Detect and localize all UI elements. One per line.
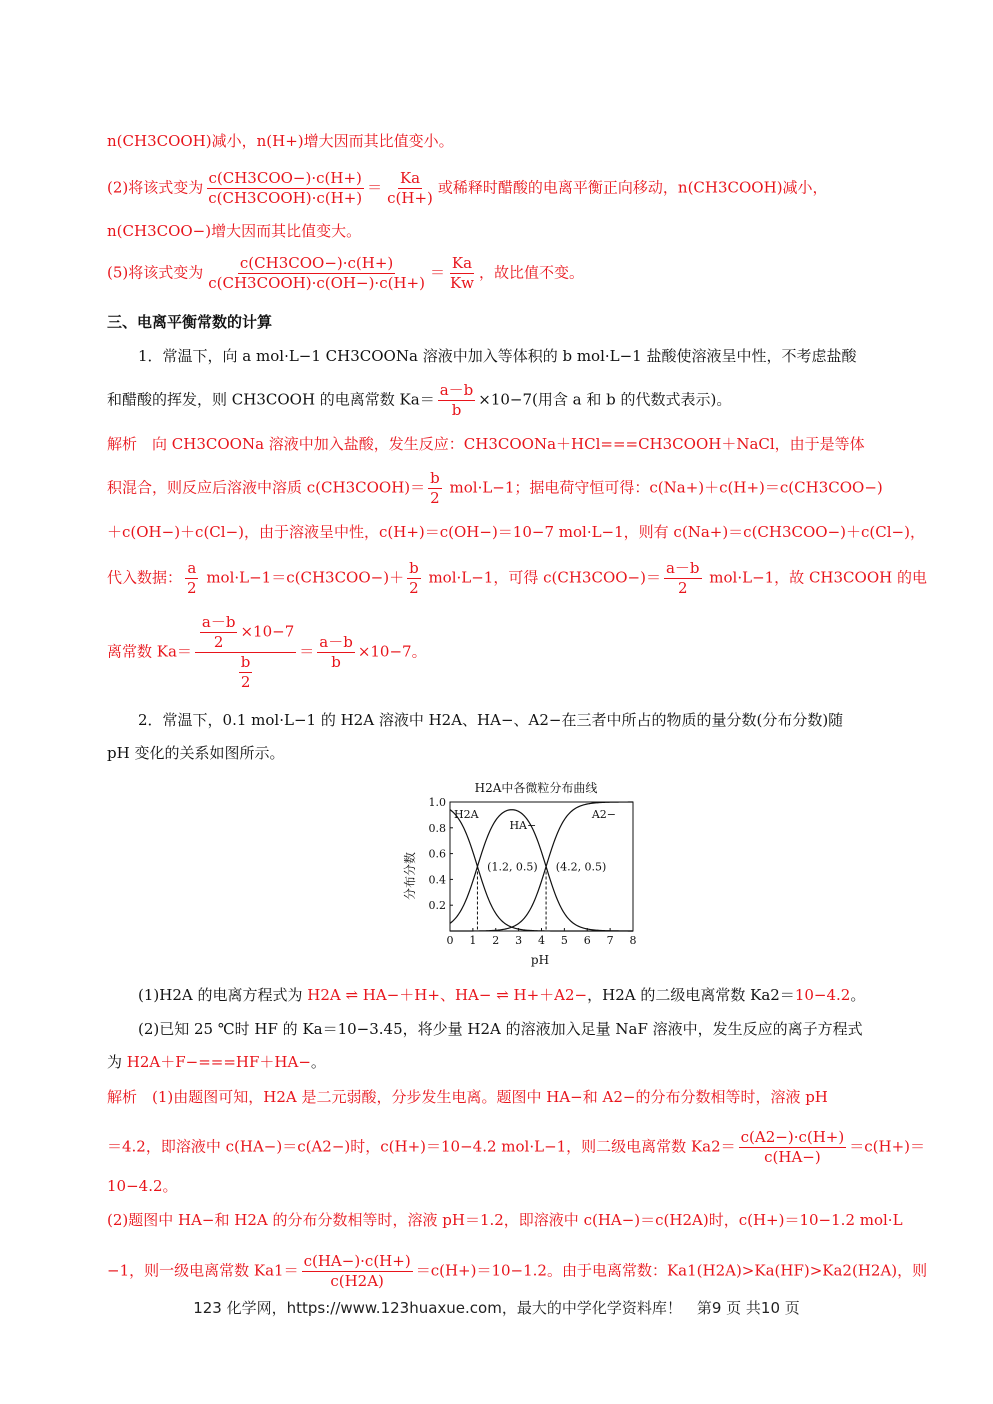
y-tick-label: 1.0 — [428, 796, 446, 809]
x-tick-label: 8 — [629, 934, 637, 947]
question-2-part-2-line-2: 为 H2A＋F−===HF＋HA−。 — [107, 1053, 326, 1071]
point-annotation: (4.2, 0.5) — [555, 860, 607, 874]
section-title: 三、电离平衡常数的计算 — [107, 313, 273, 331]
distribution-chart — [400, 776, 645, 971]
question-1-line-1: 1．常温下，向 a mol·L−1 CH3COONa 溶液中加入等体积的 b mol·L−1 盐酸使溶液呈中性，不考虑盐酸 — [138, 347, 857, 365]
question-2-line-2: pH 变化的关系如图所示。 — [107, 744, 285, 762]
analysis-2-line-2: ＝4.2，即溶液中 c(HA−)＝c(A2−)时，c(H+)＝10−4.2 mol·L−1，则二级电离常数 Ka2＝ $\frac{c(A2-)\cdot c(H+)}{c(HA-)}$ ＝c(H+)＝ — [107, 1128, 925, 1166]
analysis-2-line-4: (2)题图中 HA−和 H2A 的分布分数相等时，溶液 pH＝1.2，即溶液中 c(HA−)＝c(H2A)时，c(H+)＝10−1.2 mol·L — [107, 1211, 903, 1229]
question-1-line-2: 和醋酸的挥发，则 CH3COOH 的电离常数 Ka＝ $\frac{a-b}{b}$ ×10−7(用含 a 和 b 的代数式表示)。 — [107, 381, 732, 419]
y-tick-label: 0.6 — [428, 847, 446, 861]
analysis-1-line-5: 离常数 Ka＝ $\frac{a-b}{2}$ ×10−7 $\frac{b}{2}$ ＝ $\frac{a-b}{b}$ ×10−7。 — [107, 613, 427, 691]
answer-ionization-equation: H2A ⇌ HA−＋H+、HA− ⇌ H+＋A2− — [307, 986, 588, 1004]
chart-title: H2A中各微粒分布曲线 — [474, 781, 598, 795]
analysis-1-line-1: 解析 向 CH3COONa 溶液中加入盐酸，发生反应：CH3COONa＋HCl===CH3COOH＋NaCl，由于是等体 — [107, 435, 865, 453]
analysis-2-line-3: 10−4.2。 — [107, 1177, 178, 1195]
analysis-2-line-1: 解析 (1)由题图可知，H2A 是二元弱酸，分步发生电离。题图中 HA−和 A2−的分布分数相等时，溶液 pH — [107, 1088, 828, 1106]
x-tick-label: 0 — [446, 934, 454, 947]
prev-line-1: n(CH3COOH)减小，n(H+)增大因而其比值变小。 — [107, 132, 454, 150]
analysis-1-line-3: ＋c(OH−)＋c(Cl−)，由于溶液呈中性，c(H+)＝c(OH−)＝10−7 mol·L−1，则有 c(Na+)＝c(CH3COO−)＋c(Cl−)， — [107, 523, 925, 541]
analysis-1-line-4: 代入数据： $\frac{a}{2}$ mol·L−1＝c(CH3COO−)＋ $\frac{b}{2}$ mol·L−1，可得 c(CH3COO−)＝ $\frac{a-b}{2}$ mol·L−1，故 CH3COOH 的电 — [107, 559, 927, 597]
frac-num: c(CH3COO−)·c(H+) — [208, 169, 362, 187]
x-tick-label: 1 — [469, 934, 477, 947]
prev-line-3: n(CH3COO−)增大因而其比值变大。 — [107, 222, 362, 240]
question-2-part-1: (1)H2A 的电离方程式为 H2A ⇌ HA−＋H+、HA− ⇌ H+＋A2−，H2A 的二级电离常数 Ka2＝10−4.2。 — [138, 986, 866, 1004]
chart-xlabel: pH — [530, 953, 550, 967]
chart-ylabel: 分布分数 — [403, 851, 417, 901]
series-label: H2A — [454, 808, 479, 821]
x-tick-label: 6 — [583, 934, 591, 947]
y-tick-label: 0.4 — [428, 873, 446, 887]
question-2-part-2-line-1: (2)已知 25 ℃时 HF 的 Ka＝10−3.45，将少量 H2A 的溶液加入足量 NaF 溶液中，发生反应的离子方程式 — [138, 1020, 863, 1038]
analysis-2-line-5: −1，则一级电离常数 Ka1＝ $\frac{c(HA-)\cdot c(H+)}{c(H2A)}$ ＝c(H+)＝10−1.2。由于电离常数：Ka1(H2A)>Ka(HF)>Ka2(H2A)，则 — [107, 1252, 928, 1290]
x-tick-label: 4 — [538, 934, 545, 947]
page-footer: 123 化学网，https://www.123huaxue.com，最大的中学化学资料库！ 第9 页 共10 页 — [193, 1299, 800, 1317]
x-tick-label: 7 — [606, 934, 614, 947]
point-annotation: (1.2, 0.5) — [487, 860, 538, 874]
prev-line-2: (2)将该式变为 $\frac{\text{c(CH3COO−)·c(H+)}}{\text{c(CH3COOH)·c(H+)}}$ ＝ $\frac{Ka}{c(H+)}$ 或稀释时醋酸的电离平衡正向移动，n(CH3COOH)减小， — [107, 169, 828, 207]
question-2-line-1: 2．常温下，0.1 mol·L−1 的 H2A 溶液中 H2A、HA−、A2−在三者中所占的物质的量分数(分布分数)随 — [138, 711, 844, 729]
x-tick-label: 2 — [492, 934, 500, 947]
analysis-1-line-2: 积混合，则反应后溶液中溶质 c(CH3COOH)＝ $\frac{b}{2}$ mol·L−1；据电荷守恒可得：c(Na+)＋c(H+)＝c(CH3COO−) — [107, 469, 883, 507]
y-tick-label: 0.2 — [428, 899, 446, 913]
x-tick-label: 3 — [515, 934, 523, 947]
x-tick-label: 5 — [560, 934, 568, 947]
series-label: HA− — [509, 819, 537, 832]
series-label: A2− — [591, 808, 616, 821]
frac-den: c(CH3COOH)·c(H+) — [208, 189, 363, 207]
prev-line-4: (5)将该式变为 $\frac{\text{c(CH3COO−)·c(H+)}}{\text{c(CH3COOH)·c(OH−)·c(H+)}}$ ＝ $\frac{Ka}{Kw}$ ，故比值不变。 — [107, 254, 585, 292]
y-tick-label: 0.8 — [428, 821, 446, 835]
